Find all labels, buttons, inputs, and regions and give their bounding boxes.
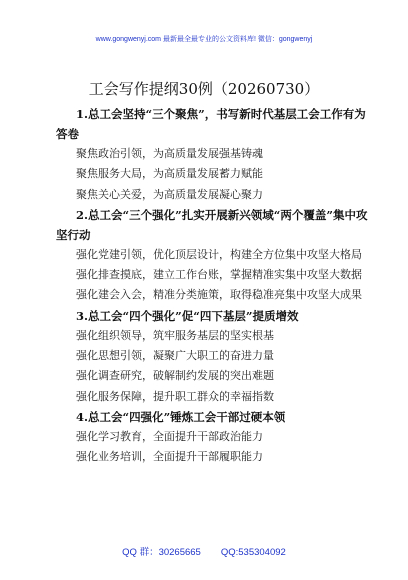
section-3 [56,306,368,407]
section-item: 强化调查研究，破解制约发展的突出难题 [76,369,274,383]
section-item: 强化组织领导，筑牢服务基层的坚实根基 [76,328,274,342]
section-item: 强化排查摸底，建立工作台账，掌握精准实集中攻坚大数据 [76,268,362,282]
section-heading: 3.总工会“四个强化”促“四下基层”提质增效 [76,308,299,323]
section-item: 强化服务保障，提升职工群众的幸福指数 [76,389,274,403]
section-item: 强化思想引领，凝聚广大职工的奋进力量 [76,349,274,363]
footer-contact-line [0,544,408,558]
document-body [56,104,368,468]
qq-group-text: QQ 群：30265665 [122,547,201,558]
section-heading: 1.总工会坚持“三个聚焦”，书写新时代基层工会工作有为答卷 [56,107,366,141]
section-4 [56,407,368,468]
section-1 [56,104,368,205]
section-item: 聚焦关心关爱，为高质量发展凝心聚力 [76,187,263,201]
section-item: 强化建会入会，精准分类施策，取得稳准亮集中攻坚大成果 [76,288,362,302]
section-item: 聚焦服务大局，为高质量发展蓄力赋能 [76,167,263,181]
section-item: 聚焦政治引领，为高质量发展强基铸魂 [76,147,263,160]
section-2 [56,205,368,306]
section-item: 强化业务培训，全面提升干部履职能力 [76,450,263,464]
section-item: 强化学习教育，全面提升干部政治能力 [76,429,263,443]
document-title: 工会写作提纲30例（20260730） [88,80,320,98]
header-website-line[interactable]: www.gongwenyj.com 最新最全最专业的公文资料库! 微信：gongwenyj [95,36,313,43]
qq-number-text: QQ:535304092 [220,547,286,558]
section-heading: 2.总工会“三个强化”扎实开展新兴领域“两个覆盖”集中攻坚行动 [56,207,368,242]
section-heading: 4.总工会“四强化”锤炼工会干部过硬本领 [76,409,286,424]
section-item: 强化党建引领，优化顶层设计，构建全方位集中攻坚大格局 [76,247,362,261]
